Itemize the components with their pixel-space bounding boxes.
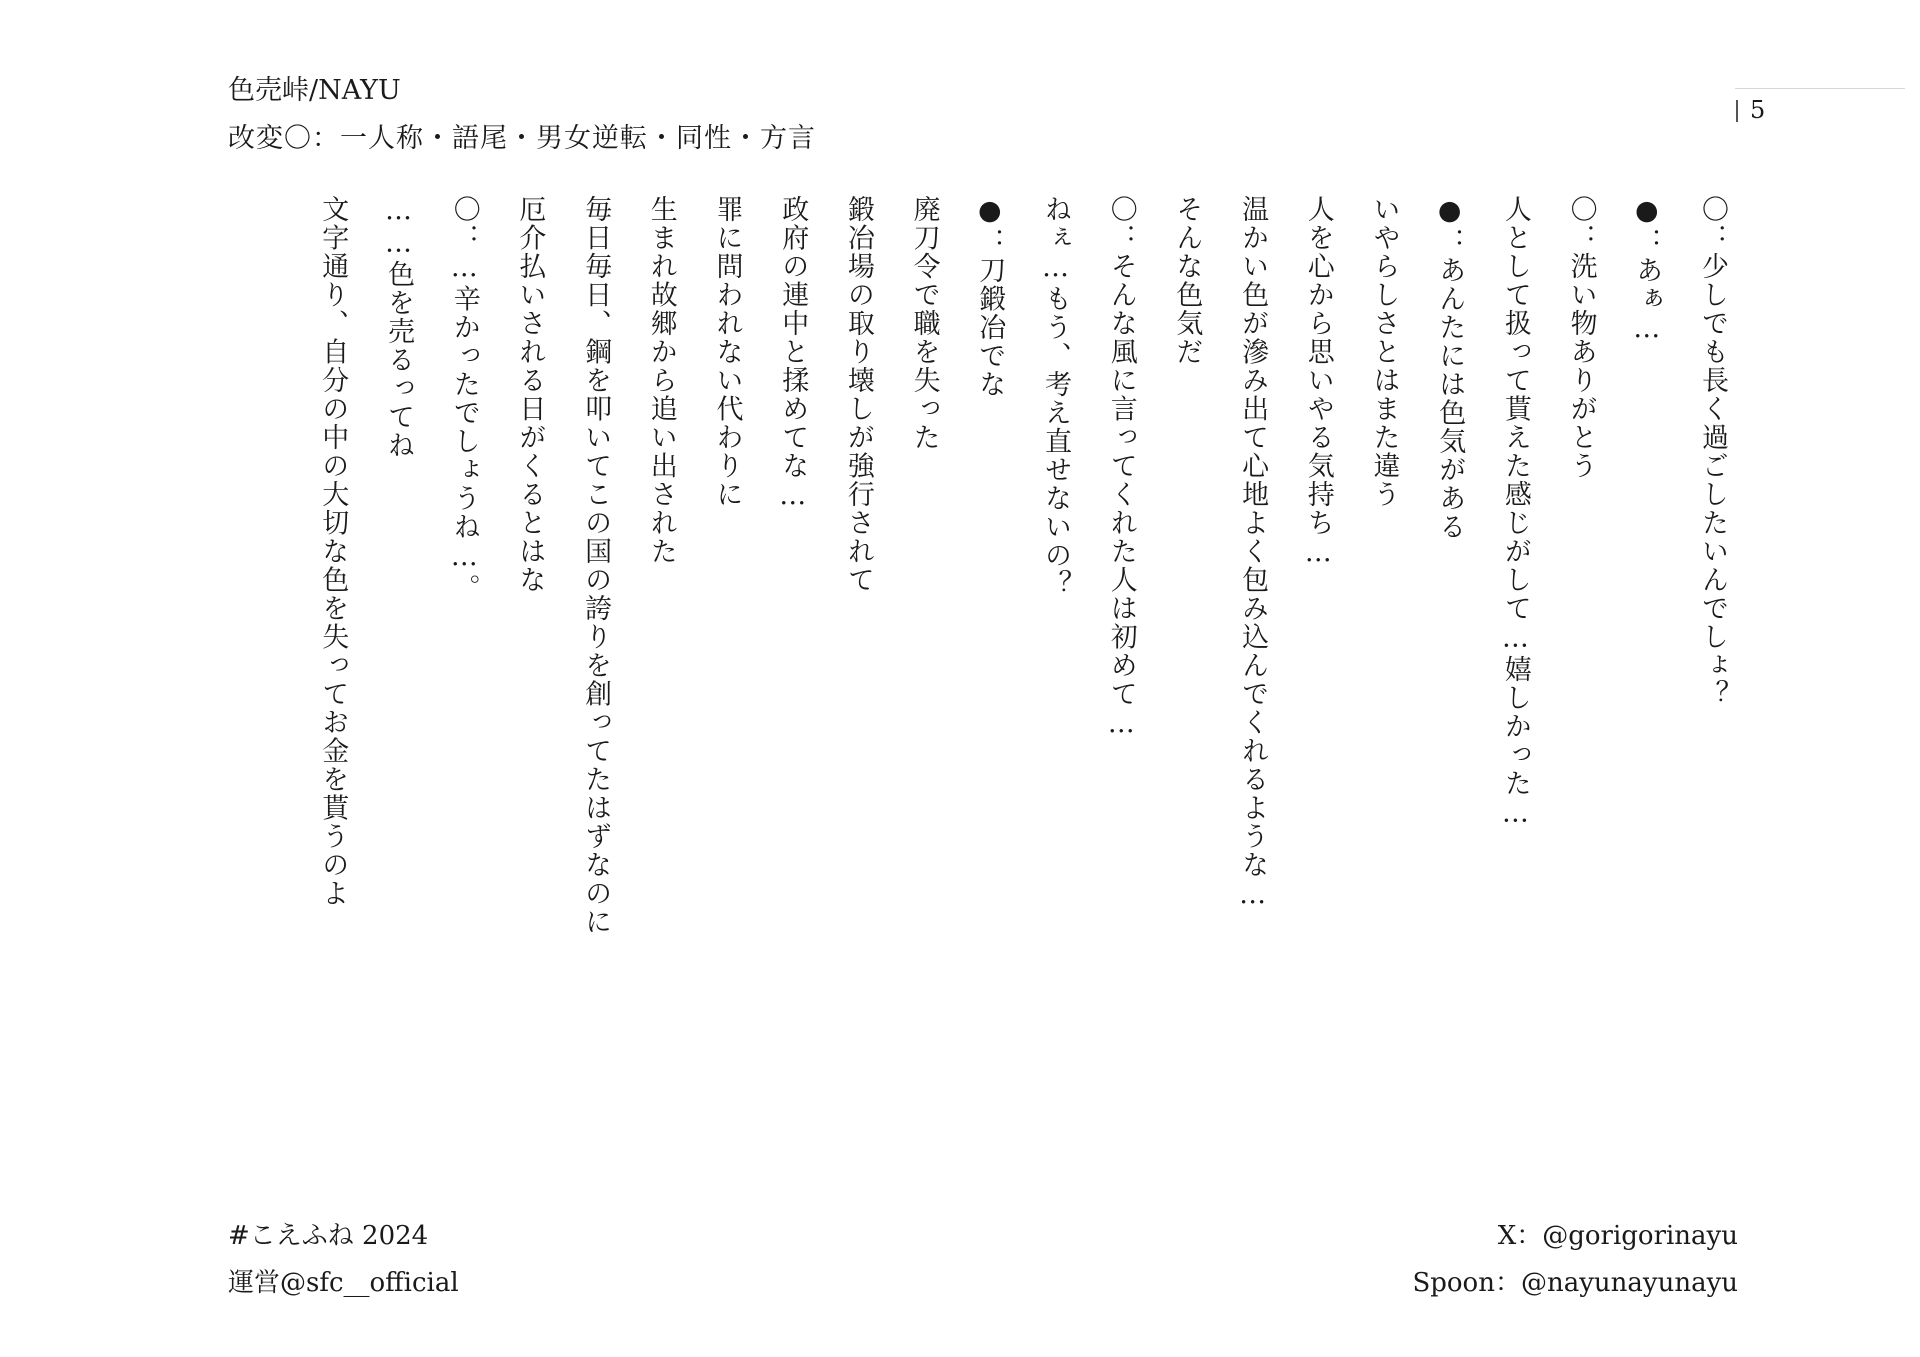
script-line (507, 195, 551, 1225)
script-line (1296, 195, 1340, 1225)
speaker-mark: 〇 (448, 195, 480, 224)
page-number: 5 (1750, 96, 1766, 124)
line-text: 文字通り、自分の中の大切な色を失ってお金を貰うのよ (317, 195, 349, 908)
script-line (376, 195, 420, 1225)
footer-x-account: X：@gorigorinayu (1497, 1221, 1738, 1251)
speaker-mark: 〇 (1105, 195, 1137, 224)
line-text: ：…辛かったでしょうね…。 (448, 223, 480, 602)
line-text: ：洗い物ありがとう (1565, 223, 1597, 480)
line-text: 厄介払いされる日がくるとはな (514, 195, 546, 594)
header-note: 改変〇：一人称・語尾・男女逆転・同性・方言 (228, 123, 816, 154)
line-text: ：あんたには色気がある (1434, 227, 1466, 541)
line-text: 人として扱って貰えた感じがして…嬉しかった… (1499, 195, 1531, 830)
line-text: ……色を売るってね (383, 195, 414, 460)
page-separator (1736, 100, 1738, 122)
script-line (1033, 195, 1077, 1225)
line-text: そんな色気だ (1171, 195, 1203, 366)
line-text: ：少しでも長く過ごしたいんでしょ？ (1697, 223, 1728, 708)
line-text: 生まれ故郷から追い出された (645, 195, 677, 566)
script-line (1164, 195, 1208, 1225)
script-line (770, 195, 814, 1225)
speaker-mark: ● (1631, 195, 1663, 228)
script-line (902, 195, 946, 1225)
script-line (705, 195, 749, 1225)
script-line (442, 195, 486, 1225)
line-text: 罪に問われない代わりに (711, 195, 743, 509)
script-line (1099, 195, 1143, 1225)
script-line (836, 195, 880, 1225)
speaker-mark: 〇 (1697, 195, 1728, 224)
line-text: 鍛冶場の取り壊しが強行されて (842, 195, 874, 594)
page-rule (1735, 88, 1905, 89)
speaker-mark: 〇 (1565, 195, 1597, 224)
line-text: いやらしさとはまた違う (1368, 195, 1400, 509)
line-text: 毎日毎日、鋼を叩いてこの国の誇りを創ってたはずなのに (580, 195, 612, 936)
script-line (639, 195, 683, 1225)
script-line (1362, 195, 1406, 1225)
script-line (1690, 195, 1734, 1225)
script-line (310, 195, 354, 1225)
line-text: 温かい色が滲み出て心地よく包み込んでくれるような… (1237, 195, 1269, 912)
line-text: 人を心から思いやる気持ち… (1302, 195, 1334, 570)
script-line (1427, 195, 1471, 1225)
line-text: ねぇ…もう、考え直せないの？ (1040, 195, 1071, 598)
header-title: 色売峠/NAYU (228, 75, 401, 106)
script-line (967, 195, 1011, 1225)
line-text: 政府の連中と揉めてな… (777, 195, 809, 513)
speaker-mark: ● (974, 195, 1006, 228)
line-text: 廃刀令で職を失った (908, 195, 940, 452)
speaker-mark: ● (1434, 195, 1466, 228)
script-line (1493, 195, 1537, 1225)
footer-hashtag: #こえふね 2024 (228, 1221, 429, 1251)
script-line (1624, 195, 1668, 1225)
line-text: ：そんな風に言ってくれた人は初めて… (1105, 223, 1137, 741)
script-line (573, 195, 617, 1225)
script-line (1559, 195, 1603, 1225)
line-text: ：刀鍛冶でな (974, 227, 1006, 399)
script-line (1230, 195, 1274, 1225)
line-text: ：あぁ… (1631, 227, 1663, 346)
footer-organizer: 運営@sfc__official (228, 1268, 459, 1298)
footer-spoon-account: Spoon：@nayunayunayu (1412, 1268, 1738, 1298)
